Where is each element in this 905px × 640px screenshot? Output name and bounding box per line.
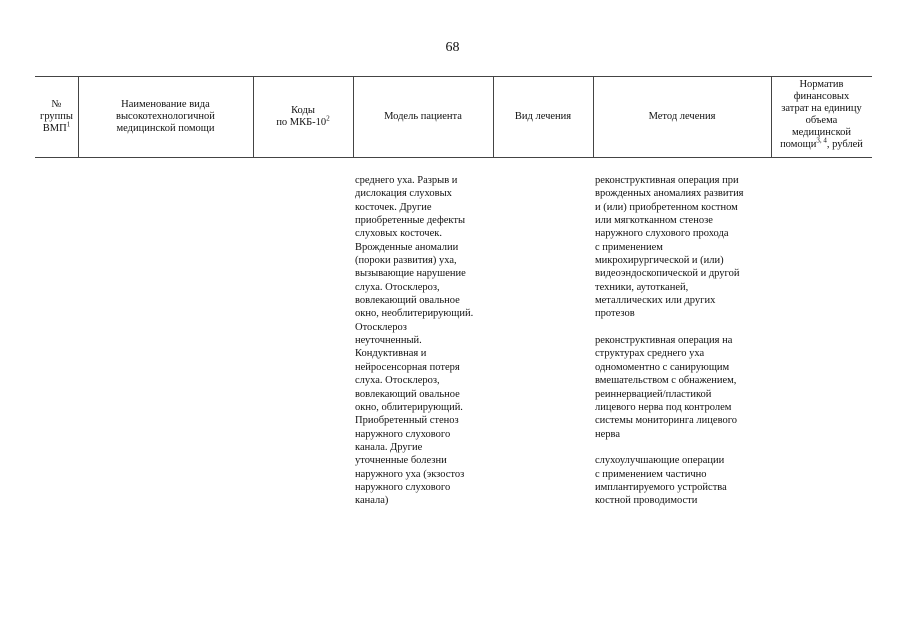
text-line: вызывающие нарушение [355, 268, 466, 280]
text-line: наружного слухового прохода [595, 228, 729, 240]
text-line: наружного уха (экзостоз [355, 468, 465, 480]
text-line: с применением [595, 241, 663, 253]
method-block [595, 334, 744, 441]
text-line: наружного слухового [355, 481, 451, 493]
text-line: костной проводимости [595, 495, 698, 507]
text-line: неуточненный. [355, 335, 422, 347]
text-line: вовлекающий овальное [355, 295, 460, 307]
header-icd-codes: Коды по МКБ-$10^2$ [276, 104, 330, 128]
text-line: слухоулучшающие операции [595, 455, 725, 467]
text-line: вовлекающий овальное [355, 388, 460, 400]
text-line: Приобретенный стеноз [355, 415, 459, 427]
text-line: слуха. Отосклероз, [355, 375, 440, 387]
text-line: одномоментно с санирующим [595, 361, 730, 373]
text-line: окно, необлитерирующий. [355, 308, 474, 320]
header-patient-model: Модель пациента [384, 110, 462, 122]
treatment-method-cell [595, 174, 744, 508]
text-line: дислокация слуховых [355, 188, 452, 200]
text-line: Врожденные аномалии [355, 241, 459, 253]
header-treatment-kind: Вид лечения [514, 110, 572, 122]
text-line: микрохирургической и (или) [595, 255, 724, 267]
text-line: реконструктивная операция при [595, 175, 739, 186]
method-block [595, 454, 744, 507]
text-line: наружного слухового [355, 428, 451, 440]
text-line: протезов [595, 308, 635, 320]
text-line: реиннервацией/пластикой [595, 388, 712, 400]
text-line: реконструктивная операция на [595, 335, 733, 347]
text-line: имплантируемого устройства [595, 481, 727, 493]
patient-model-cell [355, 174, 473, 508]
text-line: и (или) приобретенном костном [595, 201, 738, 213]
header-group-number: № группы ВМП$^1$ [40, 98, 73, 134]
text-line: среднего уха. Разрыв и [355, 175, 458, 186]
table-header-bottom-rule [35, 157, 872, 158]
header-cost-standard: Норматив финансовых затрат на единицу объема медицинской помощи$^{3, 4}$, рублей [780, 79, 863, 150]
text-line: вмешательством с обнажением, [595, 375, 737, 387]
text-line: канала. Другие [355, 441, 423, 453]
header-treatment-method: Метод лечения [648, 110, 716, 122]
text-line: Отосклероз [355, 321, 407, 333]
text-line: нерва [595, 428, 621, 440]
text-line: слуховых косточек. [355, 228, 442, 240]
text-line: слуха. Отосклероз, [355, 281, 440, 293]
method-block [595, 174, 744, 321]
header-care-type-name: Наименование вида высокотехнологичной медицинской помощи [116, 98, 215, 134]
text-line: металлических или других [595, 295, 716, 307]
text-line: или мягкотканном стенозе [595, 215, 713, 227]
text-line: лицевого нерва под контролем [595, 401, 732, 413]
text-line: приобретенные дефекты [355, 215, 466, 227]
text-line: нейросенсорная потеря [355, 361, 460, 373]
text-line: системы мониторинга лицевого [595, 415, 737, 427]
text-line: косточек. Другие [355, 201, 432, 213]
text-line: врожденных аномалиях развития [595, 188, 744, 200]
text-line: Кондуктивная и [355, 348, 427, 360]
text-line: уточненные болезни [355, 455, 447, 467]
text-line: с применением частично [595, 468, 707, 480]
text-line: техники, аутотканей, [595, 281, 689, 293]
text-line: (пороки развития) уха, [355, 255, 457, 267]
page-number: 68 [445, 40, 460, 55]
text-line: окно, облитерирующий. [355, 401, 463, 413]
text-line: видеоэндоскопической и другой [595, 268, 740, 280]
text-line: структурах среднего уха [595, 348, 705, 360]
text-line: канала) [355, 495, 389, 507]
